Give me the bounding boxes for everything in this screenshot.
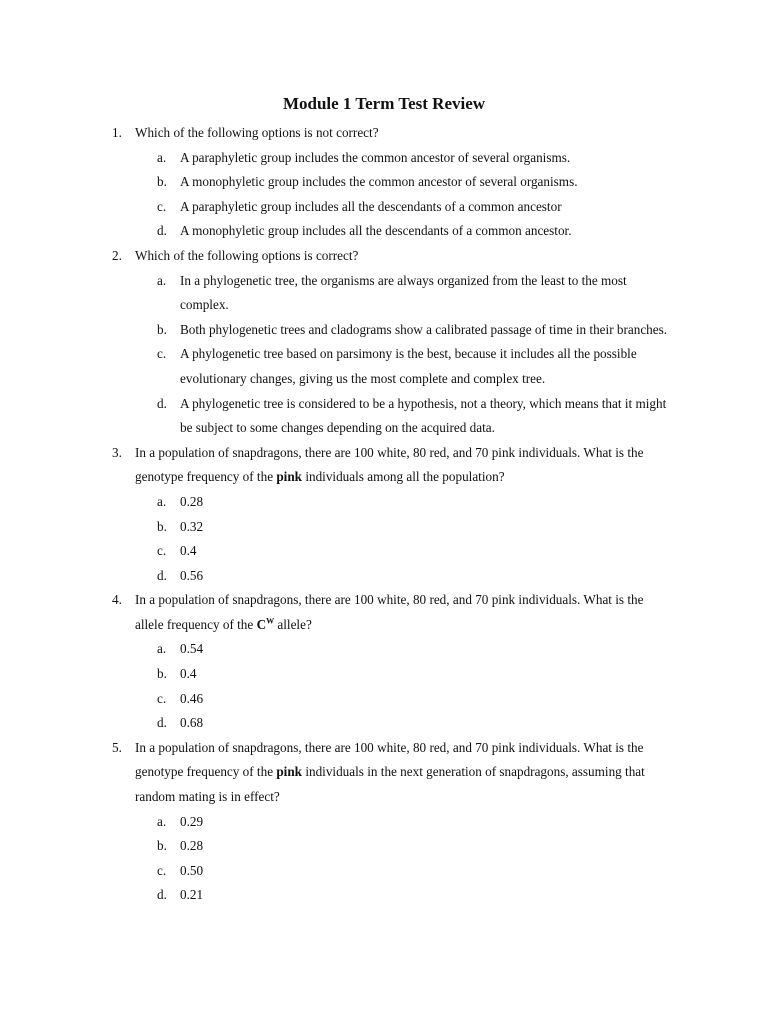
option-list: [0, 810, 768, 908]
question-text: Which of the following options is not correct?: [135, 125, 379, 140]
question-4: [0, 588, 768, 736]
option-item: [0, 146, 768, 171]
option-text: A paraphyletic group includes the common ancestor of several organisms.: [180, 149, 571, 165]
question-number: 3.: [112, 444, 122, 460]
option-letter: c.: [157, 198, 167, 214]
option-item: [0, 269, 768, 318]
option-text: 0.4: [180, 543, 197, 559]
question-3: [0, 441, 768, 589]
option-letter: b.: [157, 174, 167, 190]
option-text: A phylogenetic tree is considered to be a hypothesis, not a theory, which means that it might be subject to some changes depending on the acquired data.: [180, 395, 667, 436]
option-text: 0.54: [180, 641, 204, 657]
question-text: [135, 441, 675, 490]
option-text: 0.32: [180, 518, 204, 534]
option-item: [0, 711, 768, 736]
option-text: 0.4: [180, 666, 197, 682]
option-item: [0, 564, 768, 589]
option-letter: b.: [157, 518, 167, 534]
option-list: [0, 637, 768, 735]
option-letter: c.: [157, 862, 167, 878]
option-letter: d.: [157, 887, 167, 903]
option-item: [0, 342, 768, 391]
option-letter: d.: [157, 395, 167, 411]
option-item: [0, 637, 768, 662]
option-text: A paraphyletic group includes all the descendants of a common ancestor: [180, 198, 562, 214]
option-letter: a.: [157, 641, 167, 657]
question-number: 5.: [112, 739, 122, 755]
option-letter: c.: [157, 690, 167, 706]
question-text-part: individuals among all the population?: [302, 469, 505, 485]
option-text: In a phylogenetic tree, the organisms are always organized from the least to the most complex.: [180, 272, 627, 313]
option-text: 0.50: [180, 862, 204, 878]
option-list: [0, 490, 768, 588]
option-letter: a.: [157, 813, 167, 829]
question-1: [0, 121, 768, 244]
option-item: [0, 859, 768, 884]
question-2: [0, 244, 768, 441]
option-item: [0, 834, 768, 859]
option-item: [0, 219, 768, 244]
allele-superscript: W: [266, 616, 275, 626]
question-number: 2.: [112, 247, 122, 263]
option-item: [0, 687, 768, 712]
option-letter: d.: [157, 567, 167, 583]
allele-symbol: [257, 617, 275, 632]
option-list: [0, 146, 768, 244]
option-item: [0, 170, 768, 195]
option-text: 0.46: [180, 690, 204, 706]
option-letter: b.: [157, 666, 167, 682]
option-text: Both phylogenetic trees and cladograms show a calibrated passage of time in their branches.: [180, 321, 668, 337]
option-list: [0, 269, 768, 441]
question-text-part: In a population of snapdragons, there are 100 white, 80 red, and 70 pink individuals. What is the genotype frequency of the: [135, 444, 644, 485]
option-item: [0, 490, 768, 515]
question-text-part: In a population of snapdragons, there are 100 white, 80 red, and 70 pink individuals. What is the allele frequency of the: [135, 592, 644, 632]
option-letter: a.: [157, 493, 167, 509]
option-item: [0, 539, 768, 564]
option-item: [0, 318, 768, 343]
option-letter: c.: [157, 543, 167, 559]
emphasis-text: pink: [276, 469, 303, 485]
option-text: 0.68: [180, 715, 204, 731]
option-text: A monophyletic group includes all the descendants of a common ancestor.: [180, 223, 572, 239]
question-number: 4.: [112, 592, 122, 608]
question-text-part: allele?: [274, 616, 312, 632]
option-item: [0, 883, 768, 908]
option-text: 0.28: [180, 838, 204, 854]
option-letter: d.: [157, 223, 167, 239]
option-text: 0.56: [180, 567, 204, 583]
emphasis-text: pink: [276, 764, 303, 780]
question-text: [135, 588, 675, 637]
option-item: [0, 392, 768, 441]
option-letter: a.: [157, 272, 167, 288]
question-5: [0, 736, 768, 908]
option-text: 0.28: [180, 493, 204, 509]
allele-base: C: [256, 616, 267, 632]
page-title: Module 1 Term Test Review: [282, 94, 486, 113]
question-list: [0, 121, 768, 908]
question-text-part: In a population of snapdragons, there are 100 white, 80 red, and 70 pink individuals. What is the genotype frequency of the: [135, 739, 644, 780]
option-item: [0, 195, 768, 220]
option-letter: b.: [157, 838, 167, 854]
option-text: 0.21: [180, 887, 204, 903]
option-item: [0, 662, 768, 687]
question-text: [135, 736, 675, 810]
question-number: 1.: [112, 125, 122, 140]
option-letter: a.: [157, 149, 167, 165]
option-text: A phylogenetic tree based on parsimony is the best, because it includes all the possible evolutionary changes, giving us the most complete and complex tree.: [180, 346, 637, 386]
option-text: 0.29: [180, 813, 204, 829]
option-item: [0, 515, 768, 540]
option-letter: c.: [157, 346, 167, 362]
question-text: Which of the following options is correct?: [135, 247, 359, 263]
option-text: A monophyletic group includes the common ancestor of several organisms.: [180, 174, 578, 190]
question-text-part: individuals in the next generation of snapdragons, assuming that random mating is in effect?: [135, 764, 645, 805]
option-letter: b.: [157, 321, 167, 337]
option-letter: d.: [157, 715, 167, 731]
option-item: [0, 810, 768, 835]
